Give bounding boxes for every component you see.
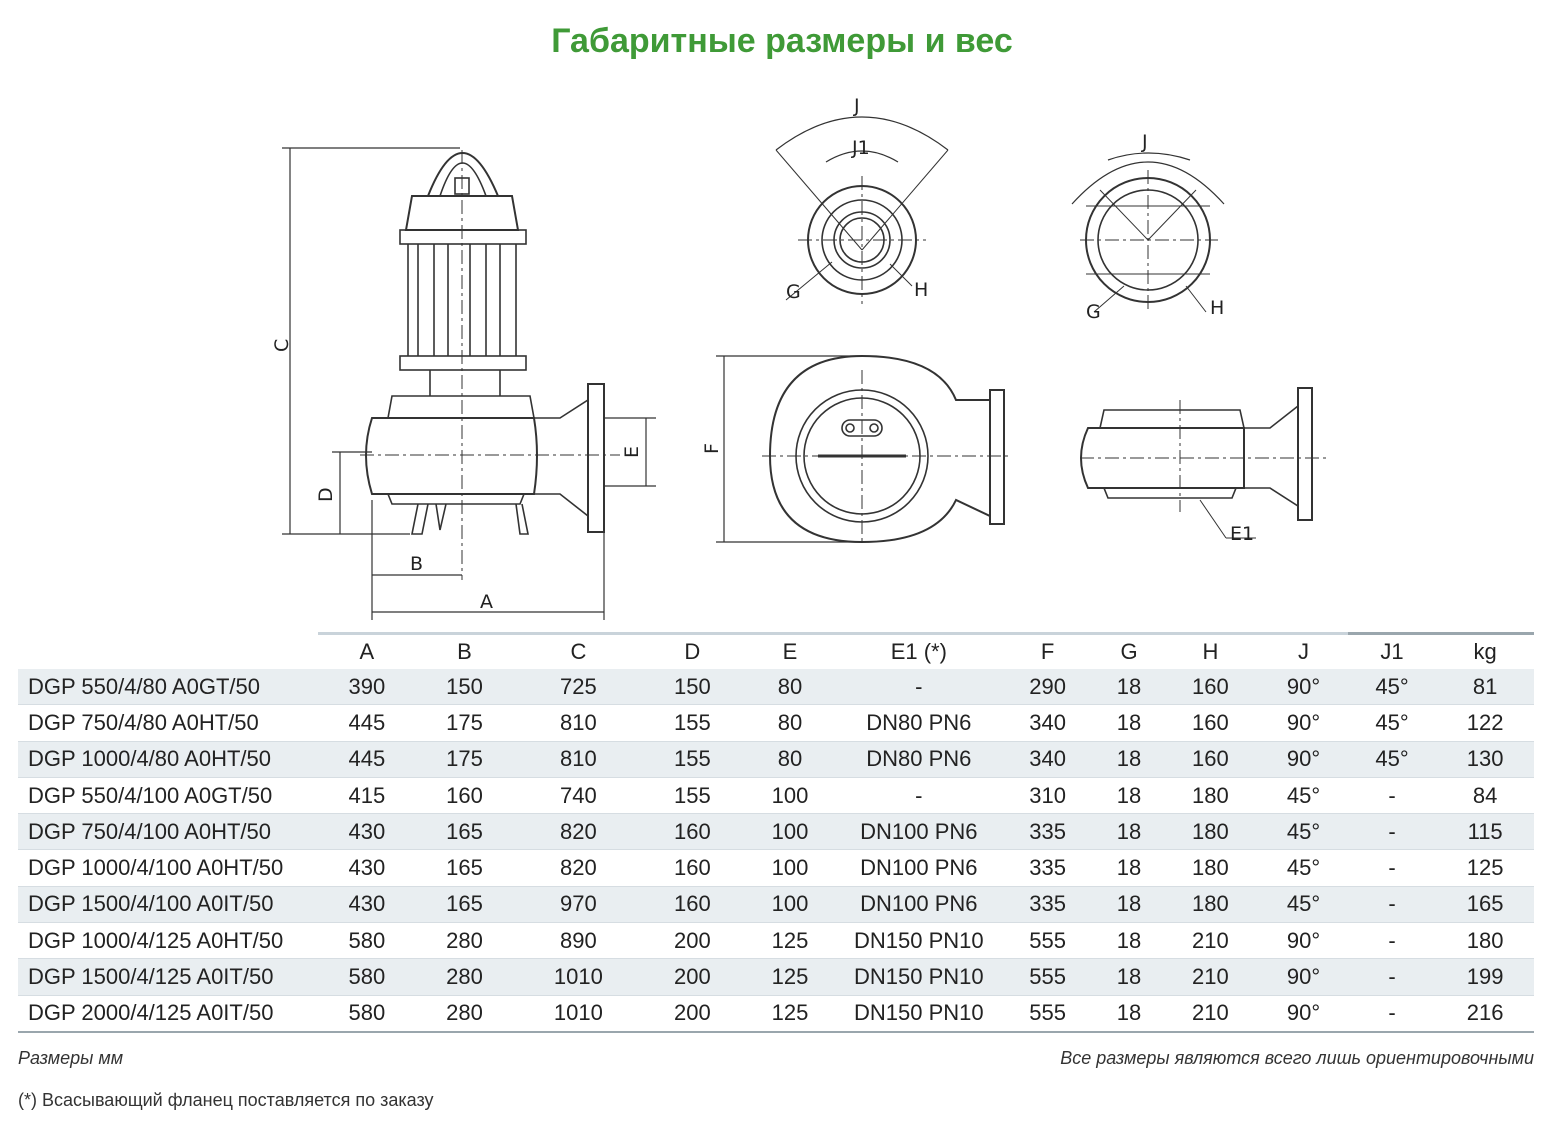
table-cell: 90° bbox=[1259, 923, 1348, 959]
header-cell: G bbox=[1096, 634, 1161, 670]
table-cell: 810 bbox=[513, 705, 643, 741]
table-cell: 81 bbox=[1436, 669, 1534, 705]
table-cell: 115 bbox=[1436, 814, 1534, 850]
table-row bbox=[18, 886, 1534, 922]
table-cell: DN80 PN6 bbox=[839, 705, 999, 741]
table-cell: 200 bbox=[644, 959, 742, 995]
pump-side-view-right bbox=[1080, 388, 1326, 538]
table-row bbox=[18, 741, 1534, 777]
label-A: A bbox=[480, 591, 493, 613]
table-cell: DN100 PN6 bbox=[839, 886, 999, 922]
table-cell: 1010 bbox=[513, 995, 643, 1032]
label-E: E bbox=[621, 445, 643, 458]
table-cell: 820 bbox=[513, 850, 643, 886]
table-row bbox=[18, 705, 1534, 741]
table-cell: 555 bbox=[999, 959, 1097, 995]
table-cell: 90° bbox=[1259, 995, 1348, 1032]
table-cell: 18 bbox=[1096, 814, 1161, 850]
table-cell: 130 bbox=[1436, 741, 1534, 777]
table-cell: 160 bbox=[644, 814, 742, 850]
table-cell: 160 bbox=[416, 777, 514, 813]
table-cell: 740 bbox=[513, 777, 643, 813]
label-G-left: G bbox=[786, 281, 801, 303]
table-cell: 160 bbox=[644, 886, 742, 922]
table-cell: 180 bbox=[1162, 814, 1260, 850]
table-row bbox=[18, 814, 1534, 850]
table-cell: 555 bbox=[999, 995, 1097, 1032]
header-cell: H bbox=[1162, 634, 1260, 670]
table-cell: 580 bbox=[318, 995, 416, 1032]
table-cell: - bbox=[1348, 814, 1437, 850]
table-cell: 45° bbox=[1348, 741, 1437, 777]
model-cell: DGP 750/4/80 A0HT/50 bbox=[18, 705, 318, 741]
table-cell: 335 bbox=[999, 886, 1097, 922]
table-row bbox=[18, 995, 1534, 1032]
label-H-left: H bbox=[914, 279, 929, 301]
table-cell: 155 bbox=[644, 741, 742, 777]
label-E1: E1 bbox=[1230, 523, 1255, 545]
table-cell: 84 bbox=[1436, 777, 1534, 813]
table-cell: 1010 bbox=[513, 959, 643, 995]
table-cell: 160 bbox=[1162, 705, 1260, 741]
table-cell: 199 bbox=[1436, 959, 1534, 995]
table-row bbox=[18, 923, 1534, 959]
table-cell: 165 bbox=[1436, 886, 1534, 922]
table-cell: 445 bbox=[318, 705, 416, 741]
table-cell: 155 bbox=[644, 705, 742, 741]
table-cell: 335 bbox=[999, 814, 1097, 850]
table-cell: - bbox=[1348, 777, 1437, 813]
table-cell: 45° bbox=[1348, 669, 1437, 705]
label-G-right: G bbox=[1086, 301, 1101, 323]
table-cell: 280 bbox=[416, 959, 514, 995]
table-cell: 390 bbox=[318, 669, 416, 705]
table-cell: 180 bbox=[1162, 850, 1260, 886]
table-cell: 280 bbox=[416, 923, 514, 959]
table-cell: 160 bbox=[644, 850, 742, 886]
table-cell: 90° bbox=[1259, 669, 1348, 705]
label-B: B bbox=[410, 553, 424, 575]
table-cell: 580 bbox=[318, 959, 416, 995]
header-cell: A bbox=[318, 634, 416, 670]
table-row bbox=[18, 850, 1534, 886]
table-cell: 125 bbox=[741, 959, 839, 995]
units-note: Размеры мм bbox=[18, 1048, 124, 1068]
table-cell: 90° bbox=[1259, 959, 1348, 995]
model-cell: DGP 1500/4/125 A0IT/50 bbox=[18, 959, 318, 995]
table-cell: - bbox=[1348, 995, 1437, 1032]
table-cell: 580 bbox=[318, 923, 416, 959]
table-cell: 18 bbox=[1096, 705, 1161, 741]
table-cell: 18 bbox=[1096, 777, 1161, 813]
label-J-left: J bbox=[854, 95, 860, 117]
table-cell: 335 bbox=[999, 850, 1097, 886]
table-cell: 100 bbox=[741, 850, 839, 886]
table-cell: 216 bbox=[1436, 995, 1534, 1032]
table-cell: 280 bbox=[416, 995, 514, 1032]
table-cell: 310 bbox=[999, 777, 1097, 813]
table-cell: 18 bbox=[1096, 923, 1161, 959]
table-cell: - bbox=[1348, 959, 1437, 995]
table-cell: DN100 PN6 bbox=[839, 814, 999, 850]
table-cell: 18 bbox=[1096, 669, 1161, 705]
header-cell: F bbox=[999, 634, 1097, 670]
table-cell: 80 bbox=[741, 669, 839, 705]
table-cell: 180 bbox=[1436, 923, 1534, 959]
table-cell: 415 bbox=[318, 777, 416, 813]
table-cell: 100 bbox=[741, 814, 839, 850]
table-cell: 555 bbox=[999, 923, 1097, 959]
table-cell: DN150 PN10 bbox=[839, 923, 999, 959]
model-cell: DGP 750/4/100 A0HT/50 bbox=[18, 814, 318, 850]
table-cell: - bbox=[839, 777, 999, 813]
table-cell: 210 bbox=[1162, 995, 1260, 1032]
table-cell: 210 bbox=[1162, 959, 1260, 995]
table-cell: 200 bbox=[644, 923, 742, 959]
table-cell: 210 bbox=[1162, 923, 1260, 959]
header-cell: kg bbox=[1436, 634, 1534, 670]
table-row bbox=[18, 669, 1534, 705]
model-cell: DGP 1000/4/80 A0HT/50 bbox=[18, 741, 318, 777]
table-cell: 160 bbox=[1162, 669, 1260, 705]
table-cell: 430 bbox=[318, 850, 416, 886]
header-cell: E1 (*) bbox=[839, 634, 999, 670]
header-cell: C bbox=[513, 634, 643, 670]
table-cell: 180 bbox=[1162, 886, 1260, 922]
table-cell: - bbox=[1348, 850, 1437, 886]
pump-top-view-right bbox=[1072, 153, 1224, 312]
table-cell: 890 bbox=[513, 923, 643, 959]
table-cell: 430 bbox=[318, 814, 416, 850]
table-cell: 125 bbox=[1436, 850, 1534, 886]
table-cell: 175 bbox=[416, 741, 514, 777]
table-cell: 810 bbox=[513, 741, 643, 777]
table-cell: 18 bbox=[1096, 959, 1161, 995]
table-cell: DN150 PN10 bbox=[839, 959, 999, 995]
label-C: C bbox=[271, 338, 293, 352]
table-cell: 175 bbox=[416, 705, 514, 741]
label-J-right: J bbox=[1142, 131, 1148, 153]
page-title: Габаритные размеры и вес bbox=[551, 22, 1013, 60]
table-cell: 290 bbox=[999, 669, 1097, 705]
table-cell: 100 bbox=[741, 886, 839, 922]
table-cell: 90° bbox=[1259, 741, 1348, 777]
table-row bbox=[18, 777, 1534, 813]
table-cell: 430 bbox=[318, 886, 416, 922]
disclaimer-note: Все размеры являются всего лишь ориентировочными bbox=[1060, 1048, 1534, 1068]
table-cell: 820 bbox=[513, 814, 643, 850]
model-cell: DGP 1000/4/125 A0HT/50 bbox=[18, 923, 318, 959]
header-cell: J1 bbox=[1348, 634, 1437, 670]
table-cell: 340 bbox=[999, 705, 1097, 741]
table-cell: 18 bbox=[1096, 886, 1161, 922]
table-cell: 80 bbox=[741, 741, 839, 777]
table-cell: 45° bbox=[1259, 814, 1348, 850]
table-cell: 180 bbox=[1162, 777, 1260, 813]
header-cell: B bbox=[416, 634, 514, 670]
table-cell: 90° bbox=[1259, 705, 1348, 741]
table-cell: 45° bbox=[1259, 777, 1348, 813]
label-D: D bbox=[315, 487, 337, 502]
table-cell: - bbox=[839, 669, 999, 705]
header-cell: J bbox=[1259, 634, 1348, 670]
table-cell: 80 bbox=[741, 705, 839, 741]
table-cell: 18 bbox=[1096, 995, 1161, 1032]
table-cell: 165 bbox=[416, 814, 514, 850]
table-cell: 45° bbox=[1348, 705, 1437, 741]
table-cell: 45° bbox=[1259, 850, 1348, 886]
table-cell: 18 bbox=[1096, 850, 1161, 886]
model-cell: DGP 1500/4/100 A0IT/50 bbox=[18, 886, 318, 922]
model-cell: DGP 1000/4/100 A0HT/50 bbox=[18, 850, 318, 886]
footnote: (*) Всасывающий фланец поставляется по заказу bbox=[18, 1090, 434, 1110]
table-cell: DN80 PN6 bbox=[839, 741, 999, 777]
table-cell: 970 bbox=[513, 886, 643, 922]
label-J1: J1 bbox=[852, 137, 870, 159]
table-cell: 160 bbox=[1162, 741, 1260, 777]
table-cell: 165 bbox=[416, 850, 514, 886]
table-cell: DN100 PN6 bbox=[839, 850, 999, 886]
table-cell: 122 bbox=[1436, 705, 1534, 741]
table-row bbox=[18, 959, 1534, 995]
table-cell: 445 bbox=[318, 741, 416, 777]
table-header-row bbox=[18, 634, 1534, 670]
table-cell: 340 bbox=[999, 741, 1097, 777]
label-F: F bbox=[701, 443, 723, 454]
label-H-right: H bbox=[1210, 297, 1225, 319]
table-cell: 200 bbox=[644, 995, 742, 1032]
table-cell: 18 bbox=[1096, 741, 1161, 777]
table-cell: 155 bbox=[644, 777, 742, 813]
header-model bbox=[18, 634, 318, 670]
table-cell: 725 bbox=[513, 669, 643, 705]
dimensions-table bbox=[18, 632, 1534, 1033]
table-cell: - bbox=[1348, 923, 1437, 959]
table-cell: 125 bbox=[741, 995, 839, 1032]
model-cell: DGP 550/4/80 A0GT/50 bbox=[18, 669, 318, 705]
table-cell: 125 bbox=[741, 923, 839, 959]
model-cell: DGP 550/4/100 A0GT/50 bbox=[18, 777, 318, 813]
table-cell: 45° bbox=[1259, 886, 1348, 922]
header-cell: E bbox=[741, 634, 839, 670]
table-cell: 100 bbox=[741, 777, 839, 813]
header-cell: D bbox=[644, 634, 742, 670]
pump-side-view bbox=[360, 150, 620, 580]
model-cell: DGP 2000/4/125 A0IT/50 bbox=[18, 995, 318, 1032]
table-cell: 150 bbox=[644, 669, 742, 705]
table-cell: 150 bbox=[416, 669, 514, 705]
pump-front-view bbox=[716, 356, 1010, 544]
table-cell: DN150 PN10 bbox=[839, 995, 999, 1032]
table-cell: 165 bbox=[416, 886, 514, 922]
table-cell: - bbox=[1348, 886, 1437, 922]
